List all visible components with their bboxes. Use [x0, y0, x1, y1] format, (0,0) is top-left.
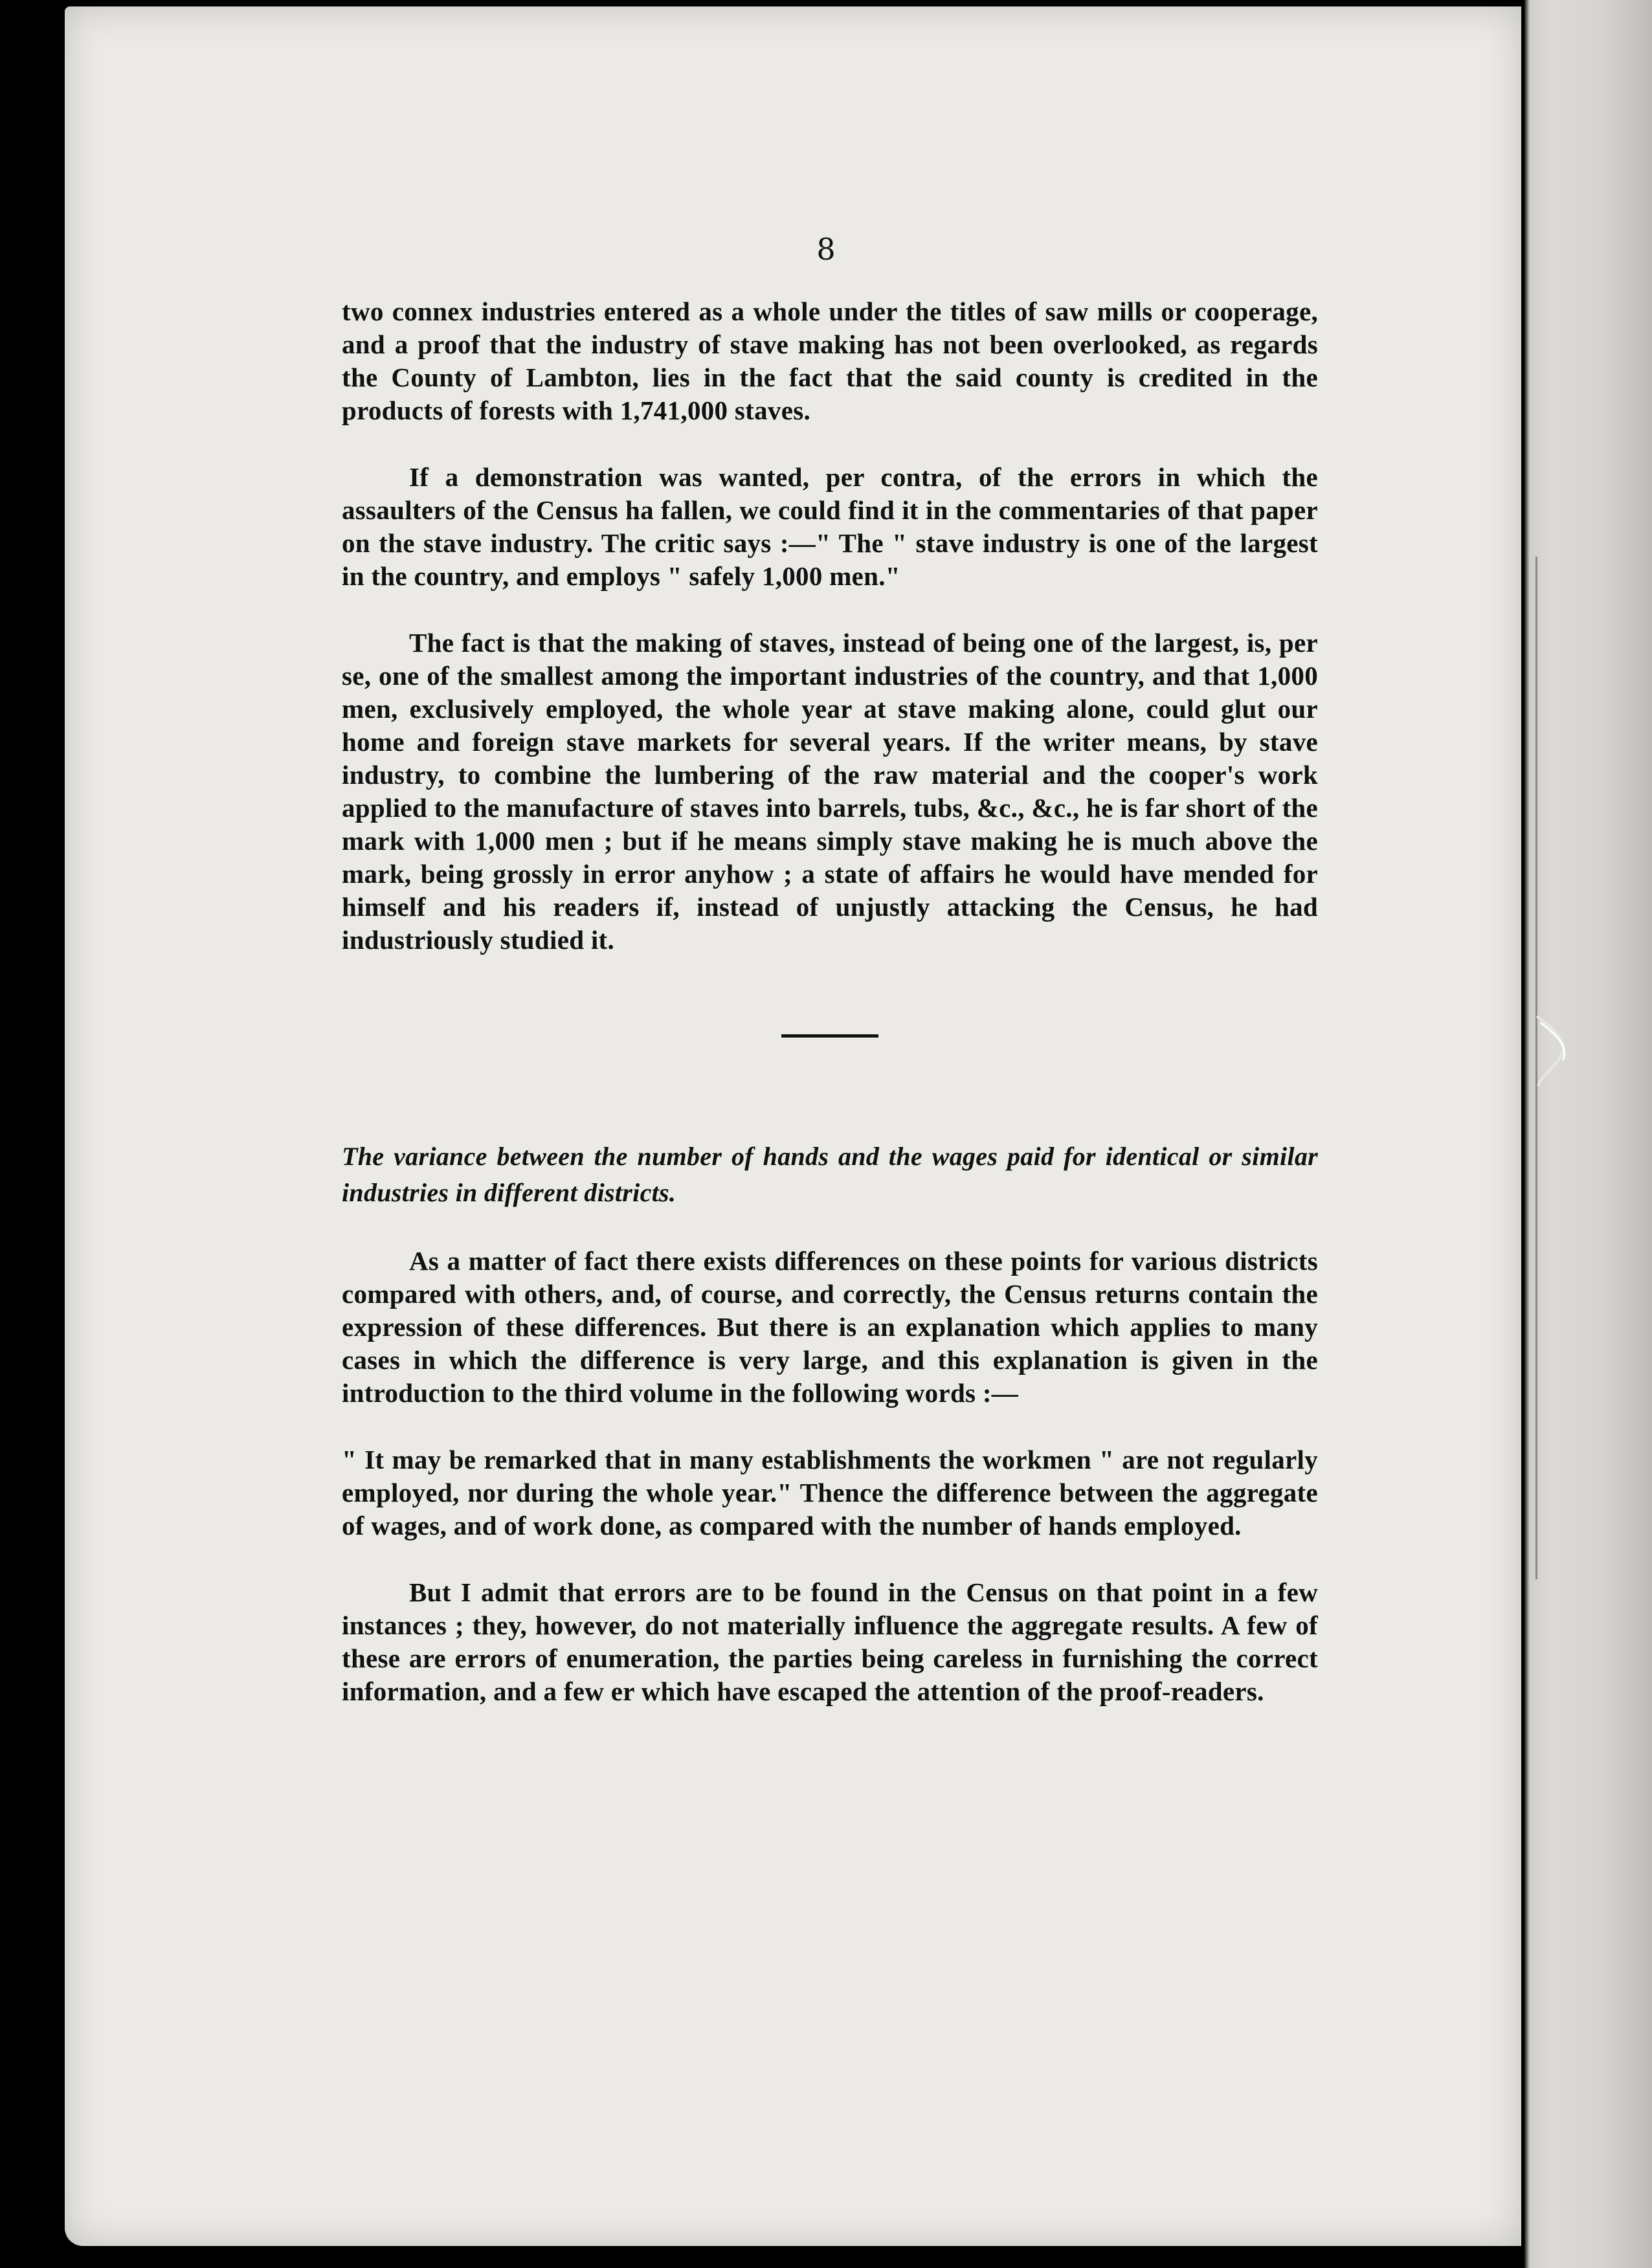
- document-body: [342, 295, 1318, 1742]
- paragraph-stave-making: The fact is that the making of staves, instead of being one of the largest, is, per se, one of the smallest among the important industries of the country, and that 1,000 men, exclusively employed, the whole year at stave making alone, could glut our home and foreign stave markets for several years. If the writer means, by stave industry, to combine the lumbering of the raw material and the cooper's work applied to the manufacture of staves into barrels, tubs, &c., &c., he is far short of the mark with 1,000 men ; but if he means simply stave making he is much above the mark, being grossly in error anyhow ; a state of affairs he would have mended for himself and his readers if, instead of unjustly attacking the Census, he had industriously studied it.: [342, 628, 1318, 955]
- paragraph-quotation: " It may be remarked that in many establishments the workmen " are not regularly employed, nor during the whole year." Thence the difference between the aggregate of wages, and of work done, as compared with the number of hands employed.: [342, 1445, 1318, 1540]
- paragraph-differences: As a matter of fact there exists differences on these points for various districts compared with others, and, of course, and correctly, the Census returns contain the expression of these differences. But there is an explanation which applies to many cases in which the difference is very large, and this explanation is given in the introduction to the third volume in the following words :—: [342, 1246, 1318, 1408]
- binding-thread-mark: [1535, 1010, 1574, 1087]
- adjacent-page-edge: [1524, 0, 1652, 2268]
- paragraph-continuation: two connex industries entered as a whole under the titles of saw mills or cooperage, and a proof that the industry of stave making has not been overlooked, as regards the County of Lambton, lies in the fact that the said county is credited in the products of forests with 1,741,000 staves.: [342, 296, 1318, 425]
- paragraph-errors-admitted: But I admit that errors are to be found in the Census on that point in a few instances ; they, however, do not materially influence the aggregate results. A few of these are errors of enumeration, the parties being careless in furnishing the correct information, and a few er which have escaped the attention of the proof-readers.: [342, 1577, 1318, 1706]
- page-number: 8: [816, 232, 836, 267]
- section-heading: The variance between the number of hands and the wages paid for identical or similar industries in different districts.: [342, 1142, 1318, 1207]
- section-divider: [781, 1034, 878, 1038]
- paragraph-per-contra: If a demonstration was wanted, per contra, of the errors in which the assaulters of the Census ha fallen, we could find it in the commentaries of that paper on the stave industry. The critic says :—" The " stave industry is one of the largest in the country, and employs " safely 1,000 men.": [342, 462, 1318, 591]
